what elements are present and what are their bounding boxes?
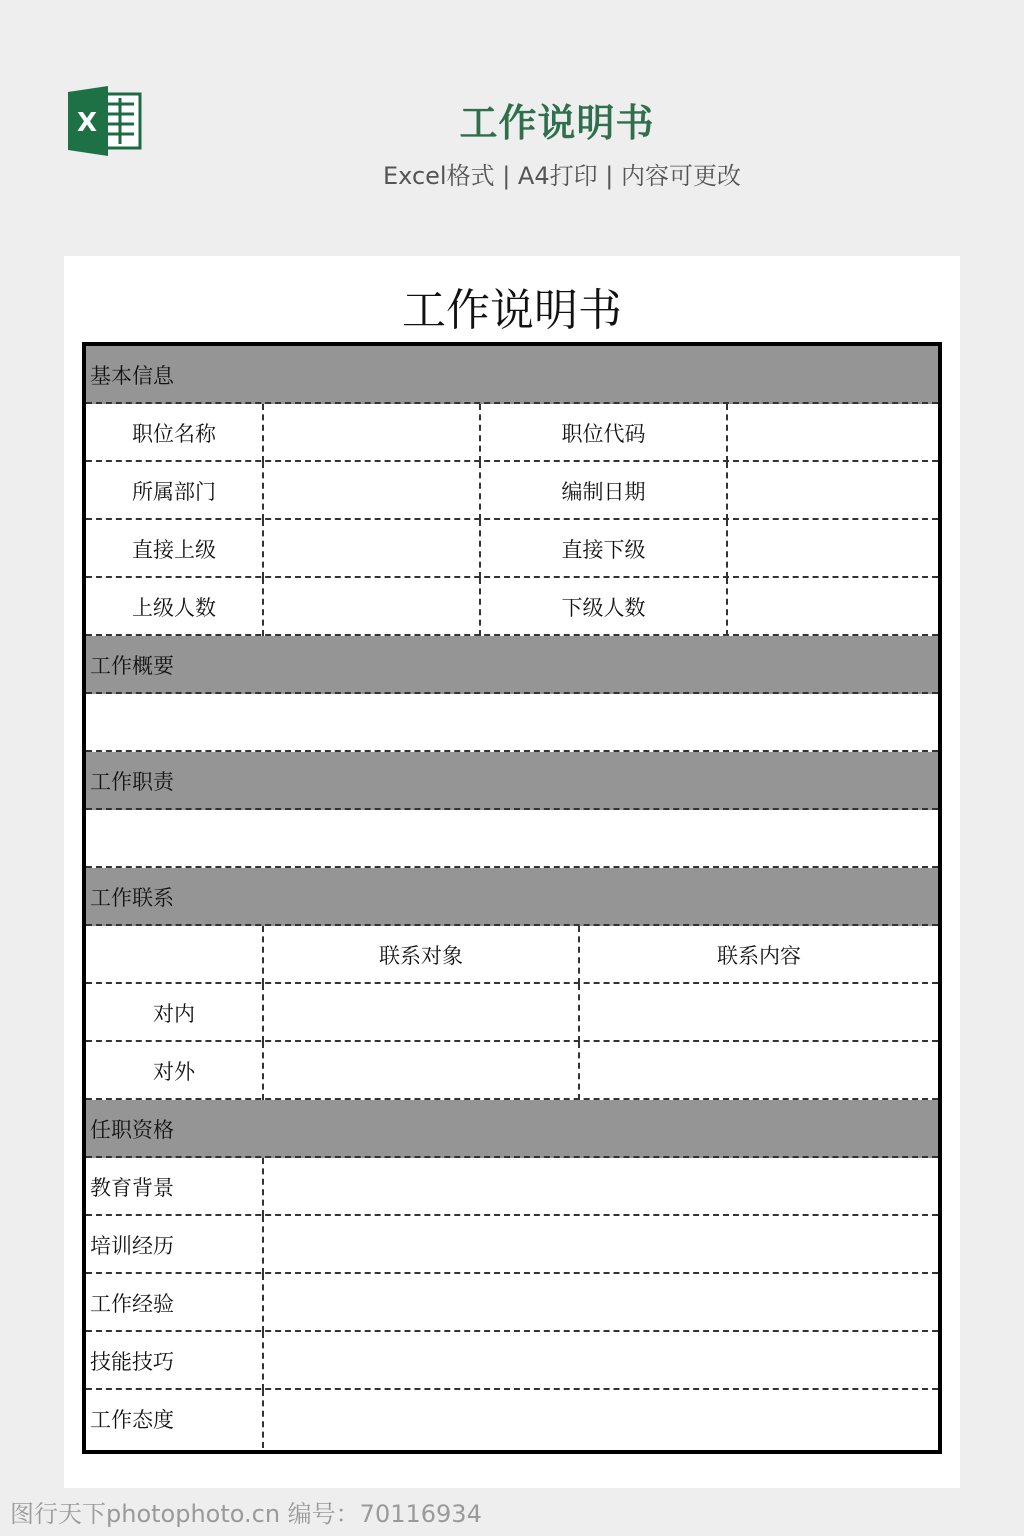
- section-label-summary: 工作概要: [90, 654, 174, 678]
- field-label: 直接下级: [481, 520, 728, 578]
- field-label: 所属部门: [86, 462, 264, 520]
- job-description-form: [82, 342, 942, 1454]
- qualification-row: [86, 1274, 938, 1332]
- qualification-row: [86, 1390, 938, 1448]
- section-header-contacts: [86, 868, 938, 926]
- section-label-contacts: 工作联系: [90, 886, 174, 910]
- field-value-cell[interactable]: [728, 578, 938, 636]
- section-header-basic: [86, 346, 938, 404]
- section-header-duties: [86, 752, 938, 810]
- field-value-cell[interactable]: [264, 1274, 938, 1332]
- field-value-cell[interactable]: [728, 462, 938, 520]
- form-row: [86, 462, 938, 520]
- field-value-cell[interactable]: [264, 578, 481, 636]
- contacts-column-header: 联系对象: [264, 926, 580, 984]
- header-title: 工作说明书: [459, 101, 655, 145]
- section-label-qualifications: 任职资格: [90, 1118, 174, 1142]
- section-label-basic: 基本信息: [90, 364, 174, 388]
- contacts-row: [86, 1042, 938, 1100]
- qualification-row: [86, 1158, 938, 1216]
- form-row: [86, 578, 938, 636]
- qualification-row: [86, 1332, 938, 1390]
- field-value-cell[interactable]: [728, 404, 938, 462]
- field-value-cell[interactable]: [264, 462, 481, 520]
- field-label: 编制日期: [481, 462, 728, 520]
- qualification-label: 教育背景: [86, 1158, 264, 1216]
- field-value-cell[interactable]: [580, 1042, 938, 1100]
- section-header-summary: [86, 636, 938, 694]
- field-value-cell[interactable]: [264, 1158, 938, 1216]
- qualification-label: 技能技巧: [86, 1332, 264, 1390]
- field-label: 直接上级: [86, 520, 264, 578]
- field-label: 下级人数: [481, 578, 728, 636]
- field-value-cell[interactable]: [264, 520, 481, 578]
- contacts-row-label: 对内: [86, 984, 264, 1042]
- qualification-label: 培训经历: [86, 1216, 264, 1274]
- contacts-column-header: 联系内容: [717, 944, 801, 968]
- field-value-cell[interactable]: [264, 1042, 580, 1100]
- field-value-cell[interactable]: [728, 520, 938, 578]
- field-value-cell[interactable]: [580, 984, 938, 1042]
- contacts-row-label: 对外: [86, 1042, 264, 1100]
- document-sheet: [64, 256, 960, 1488]
- field-label: 职位名称: [86, 404, 264, 462]
- contacts-row: [86, 984, 938, 1042]
- header-subtitle: Excel格式 | A4打印 | 内容可更改: [383, 162, 741, 190]
- section-label-duties: 工作职责: [90, 770, 174, 794]
- field-value-cell[interactable]: [264, 404, 481, 462]
- contacts-corner-cell: [86, 926, 264, 984]
- form-row: [86, 404, 938, 462]
- form-row: [86, 520, 938, 578]
- field-value-cell[interactable]: [264, 1216, 938, 1274]
- duties-content-row[interactable]: [86, 810, 938, 868]
- qualification-label: 工作经验: [86, 1274, 264, 1332]
- document-title: 工作说明书: [402, 285, 622, 336]
- excel-icon-letter: X: [76, 108, 98, 138]
- summary-content-row[interactable]: [86, 694, 938, 752]
- field-label: 上级人数: [86, 578, 264, 636]
- field-label: 职位代码: [481, 404, 728, 462]
- section-header-qualifications: [86, 1100, 938, 1158]
- field-value-cell[interactable]: [264, 984, 580, 1042]
- field-value-cell[interactable]: [264, 1390, 938, 1448]
- watermark-text: 图行天下photophoto.cn 编号：70116934: [10, 1500, 482, 1528]
- contacts-header-row: [86, 926, 938, 984]
- qualification-row: [86, 1216, 938, 1274]
- field-value-cell[interactable]: [264, 1332, 938, 1390]
- qualification-label: 工作态度: [86, 1390, 264, 1448]
